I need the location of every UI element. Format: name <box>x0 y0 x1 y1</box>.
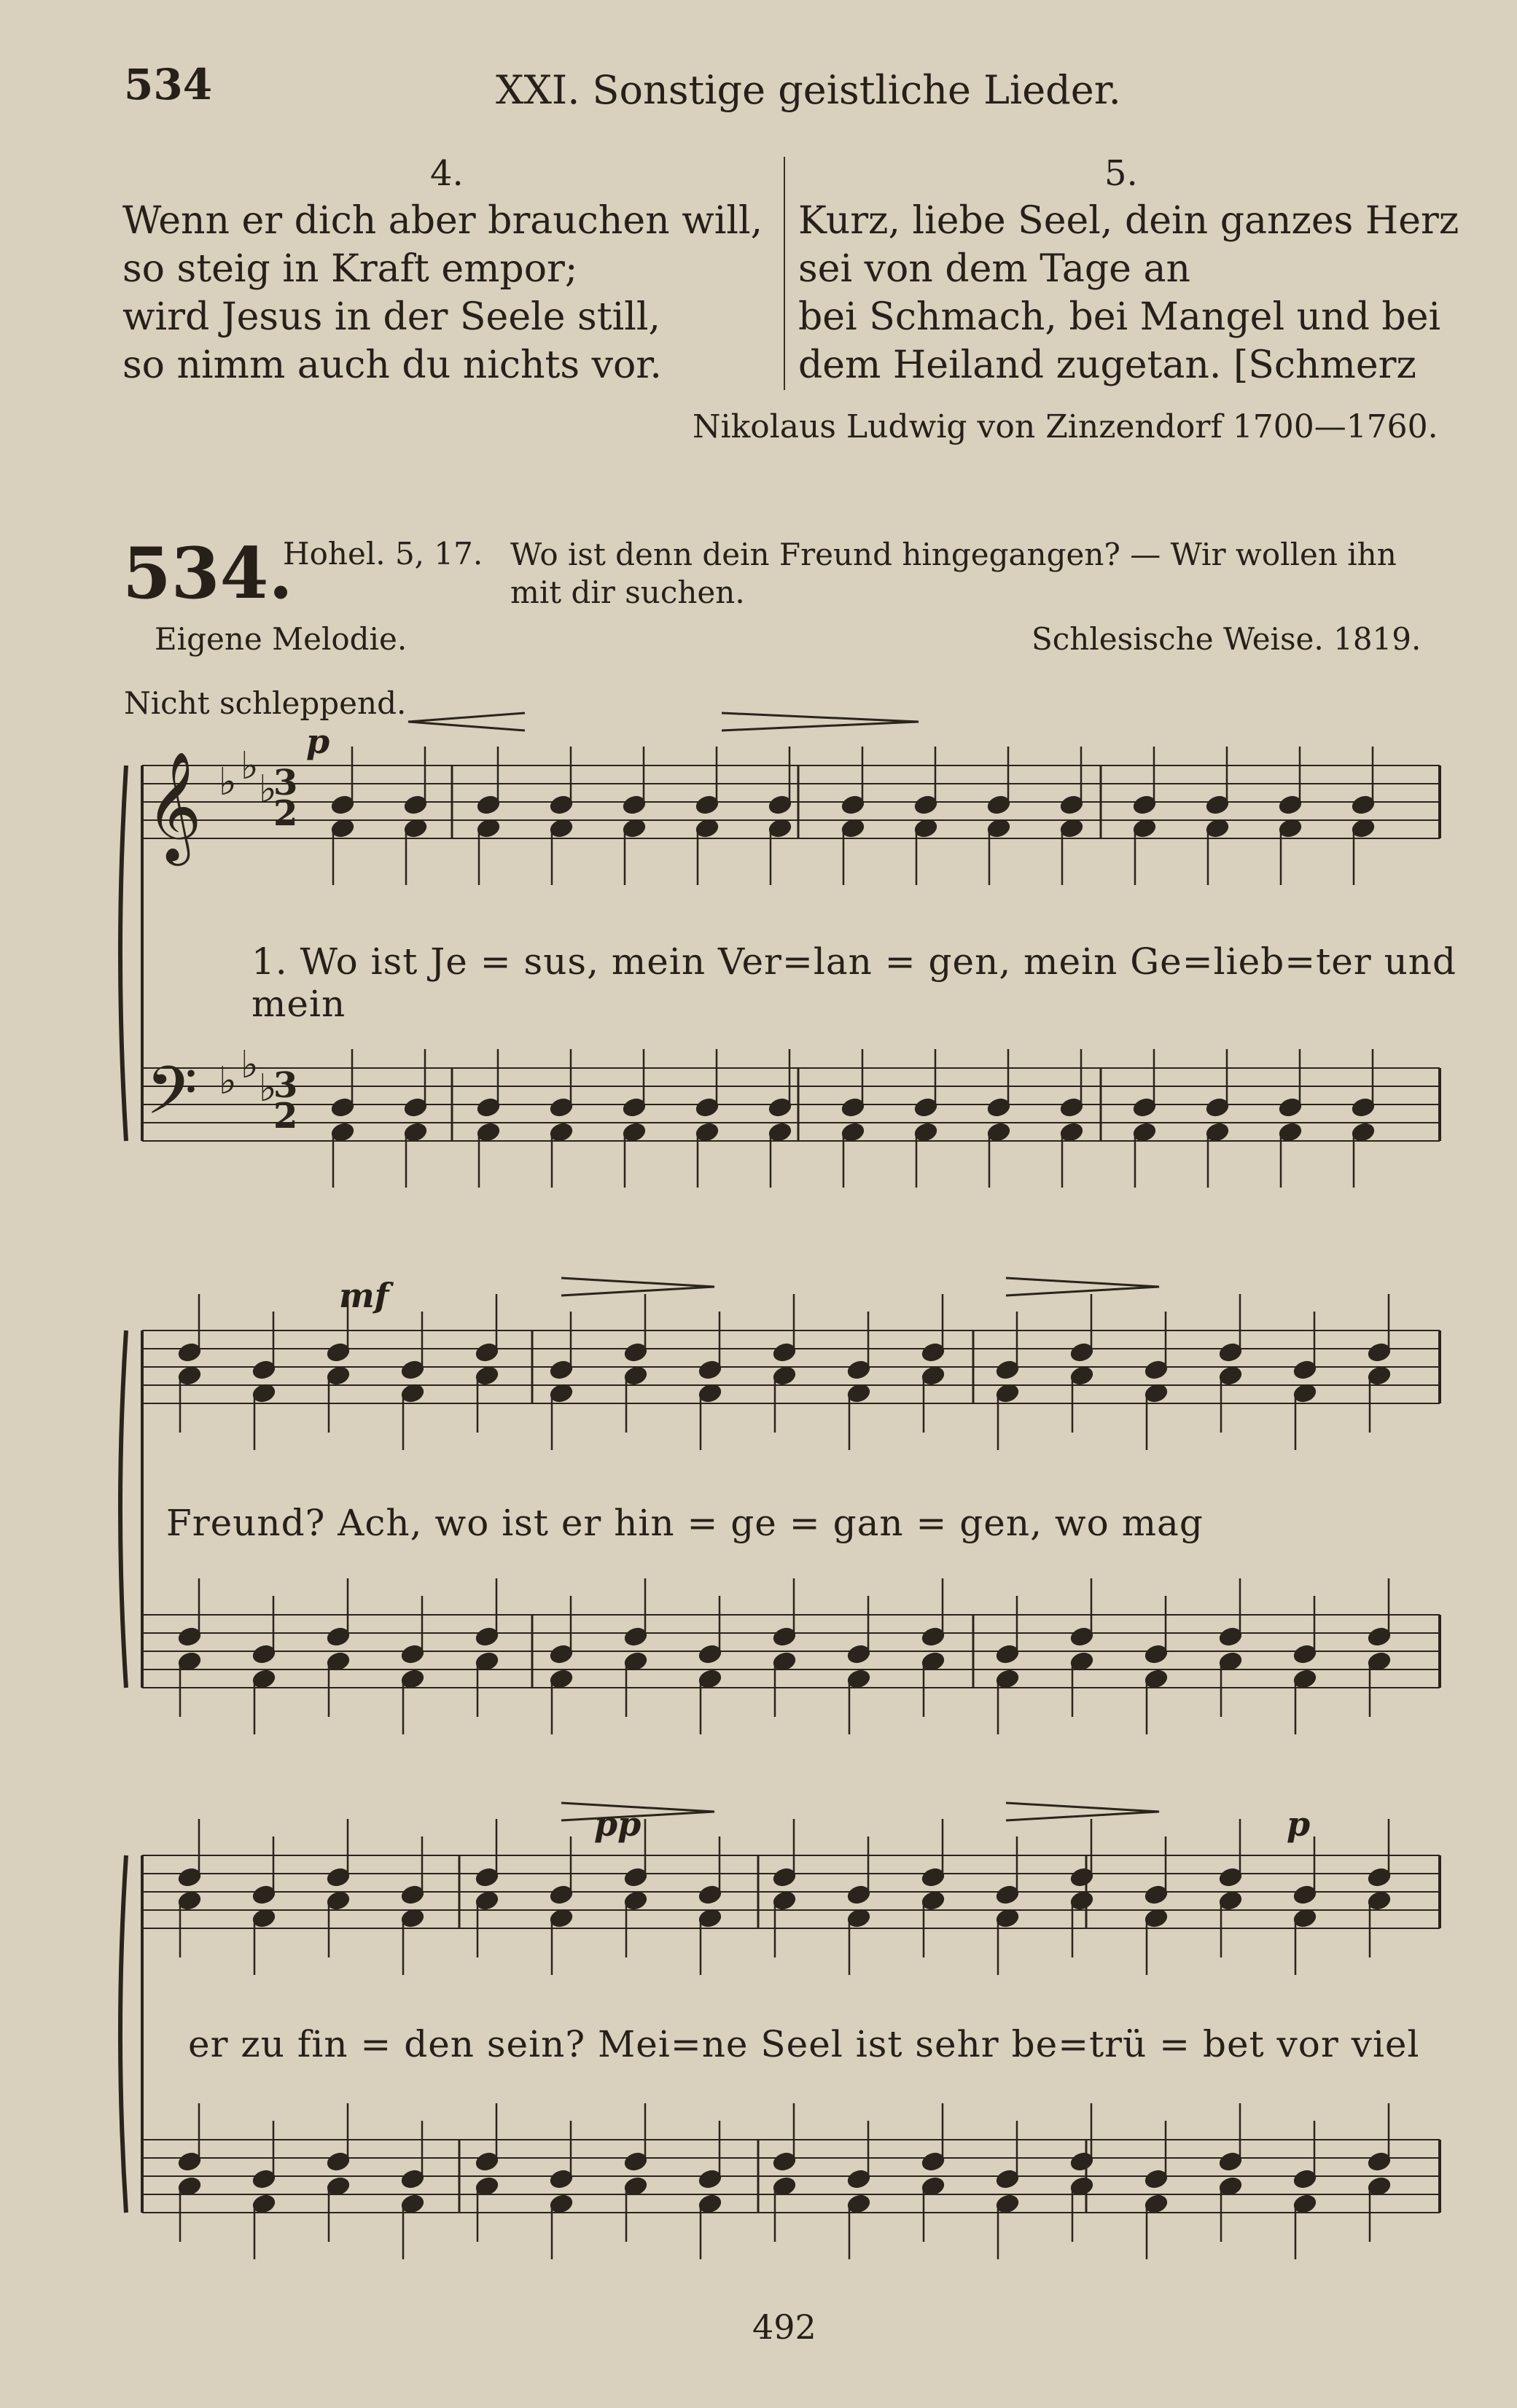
stanza-line: sei von dem Tage an <box>798 247 1190 291</box>
reference-text: Wo ist denn dein Freund hingegangen? — Wir wollen ihn mit dir suchen. <box>510 537 1397 610</box>
dynamic-mf: mf <box>339 1276 389 1315</box>
stanza-5-number: 5. <box>1104 153 1138 194</box>
stanza-line: bei Schmach, bei Mangel und bei <box>798 295 1441 339</box>
crescendo-hairpin <box>561 1278 714 1295</box>
system-brace <box>120 1330 126 1688</box>
time-signature-bottom: 2 <box>273 1096 298 1137</box>
stanza-line: so steig in Kraft empor; <box>122 247 578 291</box>
dynamic-p: p <box>1287 1804 1311 1844</box>
stanza-line: Kurz, liebe Seel, dein ganzes Herz <box>798 199 1459 243</box>
flat-sign: ♭ <box>241 744 259 788</box>
system-brace <box>120 765 126 1141</box>
decrescendo-hairpin <box>1006 1278 1159 1295</box>
dynamic-pp: pp <box>594 1804 641 1844</box>
stanza-line: dem Heiland zugetan. [Schmerz <box>798 343 1416 387</box>
page-number-header: 534 <box>124 60 213 109</box>
lyric-line-3: er zu fin = den sein? Mei=ne Seel ist sehr be=trü = bet vor viel <box>188 2023 1420 2065</box>
decrescendo-hairpin <box>1006 1803 1159 1820</box>
flat-sign: ♭ <box>259 1067 277 1110</box>
author-credit: Nikolaus Ludwig von Zinzendorf 1700—1760. <box>693 408 1438 445</box>
lyric-line-1: 1. Wo ist Je = sus, mein Ver=lan = gen, mein Ge=lieb=ter und mein <box>251 940 1456 1025</box>
melody-origin: Schlesische Weise. 1819. <box>1032 621 1422 657</box>
flat-sign: ♭ <box>241 1043 259 1087</box>
flat-sign: ♭ <box>219 1059 237 1103</box>
bible-reference: Hohel. 5, 17. <box>283 536 483 572</box>
system-brace <box>120 1855 126 2213</box>
stanza-4-number: 4. <box>430 153 464 194</box>
time-signature-top: 3 <box>273 763 298 803</box>
dynamic-p: p <box>306 722 330 761</box>
crescendo-hairpin <box>561 1803 714 1820</box>
page-number-footer: 492 <box>752 2307 816 2347</box>
stanza-line: wird Jesus in der Seele still, <box>122 295 661 339</box>
crescendo-hairpin <box>408 713 525 730</box>
tempo-marking: Nicht schleppend. <box>124 685 407 721</box>
flat-sign: ♭ <box>219 760 237 804</box>
hymn-number: 534. <box>122 532 293 615</box>
lyric-line-2: Freund? Ach, wo ist er hin = ge = gan = gen, wo mag <box>166 1502 1204 1544</box>
decrescendo-hairpin <box>722 713 919 730</box>
melody-note: Eigene Melodie. <box>155 621 407 657</box>
bass-clef: 𝄢 <box>146 1052 198 1145</box>
time-signature-top: 3 <box>273 1065 298 1106</box>
section-title: XXI. Sonstige geistliche Lieder. <box>496 67 1121 113</box>
treble-clef: 𝄞 <box>146 750 202 861</box>
flat-sign: ♭ <box>259 768 277 811</box>
time-signature-bottom: 2 <box>273 793 298 834</box>
stanza-line: so nimm auch du nichts vor. <box>122 343 662 387</box>
stanza-line: Wenn er dich aber brauchen will, <box>122 199 763 243</box>
